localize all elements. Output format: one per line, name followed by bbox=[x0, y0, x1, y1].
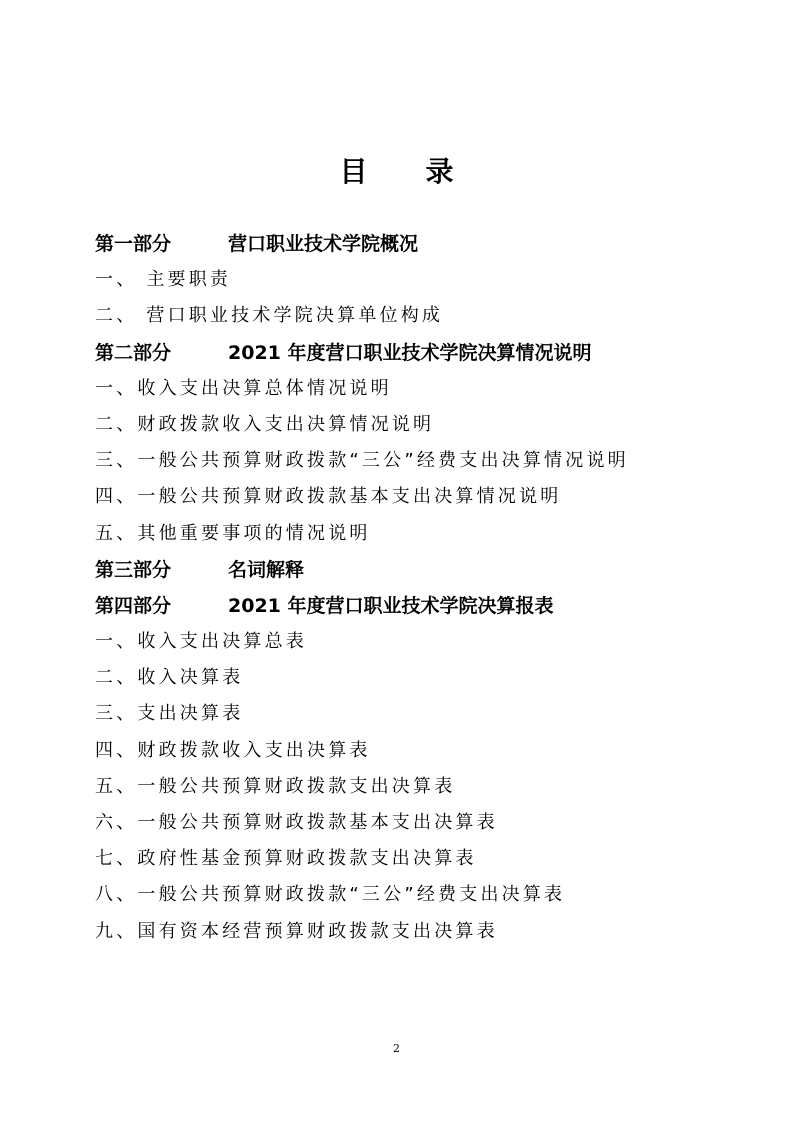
page-number: 2 bbox=[393, 1042, 400, 1055]
toc-item[interactable]: 二、收入决算表 bbox=[95, 667, 244, 689]
toc-item[interactable]: 六、一般公共预算财政拨款基本支出决算表 bbox=[95, 812, 498, 833]
toc-item[interactable]: 三、支出决算表 bbox=[95, 703, 244, 725]
toc-item[interactable]: 一、收入支出决算总体情况说明 bbox=[95, 377, 392, 399]
toc-section-title: 名词解释 bbox=[228, 558, 305, 581]
toc-item[interactable]: 五、一般公共预算财政拨款支出决算表 bbox=[95, 775, 456, 797]
toc-section[interactable] bbox=[95, 552, 735, 588]
toc-section-label: 第一部分 bbox=[95, 233, 172, 255]
toc-item[interactable]: 九、国有资本经营预算财政拨款支出决算表 bbox=[95, 920, 498, 942]
toc-section-label: 第四部分 bbox=[95, 594, 172, 617]
toc-item[interactable]: 二、 营口职业技术学院决算单位构成 bbox=[95, 305, 444, 327]
toc-section-title: 2021 年度营口职业技术学院决算情况说明 bbox=[228, 341, 592, 364]
toc-section-label: 第三部分 bbox=[95, 558, 172, 581]
toc-item[interactable]: 一、 主要职责 bbox=[95, 269, 232, 291]
toc-item[interactable]: 五、其他重要事项的情况说明 bbox=[95, 522, 371, 544]
toc-item[interactable]: 三、一般公共预算财政拨款“三公”经费支出决算情况说明 bbox=[95, 450, 629, 472]
toc-item[interactable]: 二、财政拨款收入支出决算情况说明 bbox=[95, 413, 435, 435]
page-title-char-2: 录 bbox=[425, 155, 454, 188]
page-title-char-1: 目 bbox=[339, 155, 368, 188]
toc-section-title: 2021 年度营口职业技术学院决算报表 bbox=[228, 594, 554, 617]
page-title bbox=[0, 150, 793, 190]
toc-item[interactable]: 一、收入支出决算总表 bbox=[95, 631, 307, 653]
toc-section-title: 营口职业技术学院概况 bbox=[228, 233, 419, 255]
toc-item[interactable]: 四、财政拨款收入支出决算表 bbox=[95, 739, 371, 761]
toc-section-label: 第二部分 bbox=[95, 341, 172, 364]
table-of-contents bbox=[95, 226, 735, 950]
toc-section[interactable] bbox=[95, 588, 735, 624]
toc-section[interactable] bbox=[95, 226, 735, 262]
toc-item[interactable]: 七、政府性基金预算财政拨款支出决算表 bbox=[95, 848, 477, 870]
toc-section[interactable] bbox=[95, 335, 735, 371]
toc-item[interactable]: 八、一般公共预算财政拨款“三公”经费支出决算表 bbox=[95, 884, 566, 906]
toc-item[interactable]: 四、一般公共预算财政拨款基本支出决算情况说明 bbox=[95, 486, 562, 508]
